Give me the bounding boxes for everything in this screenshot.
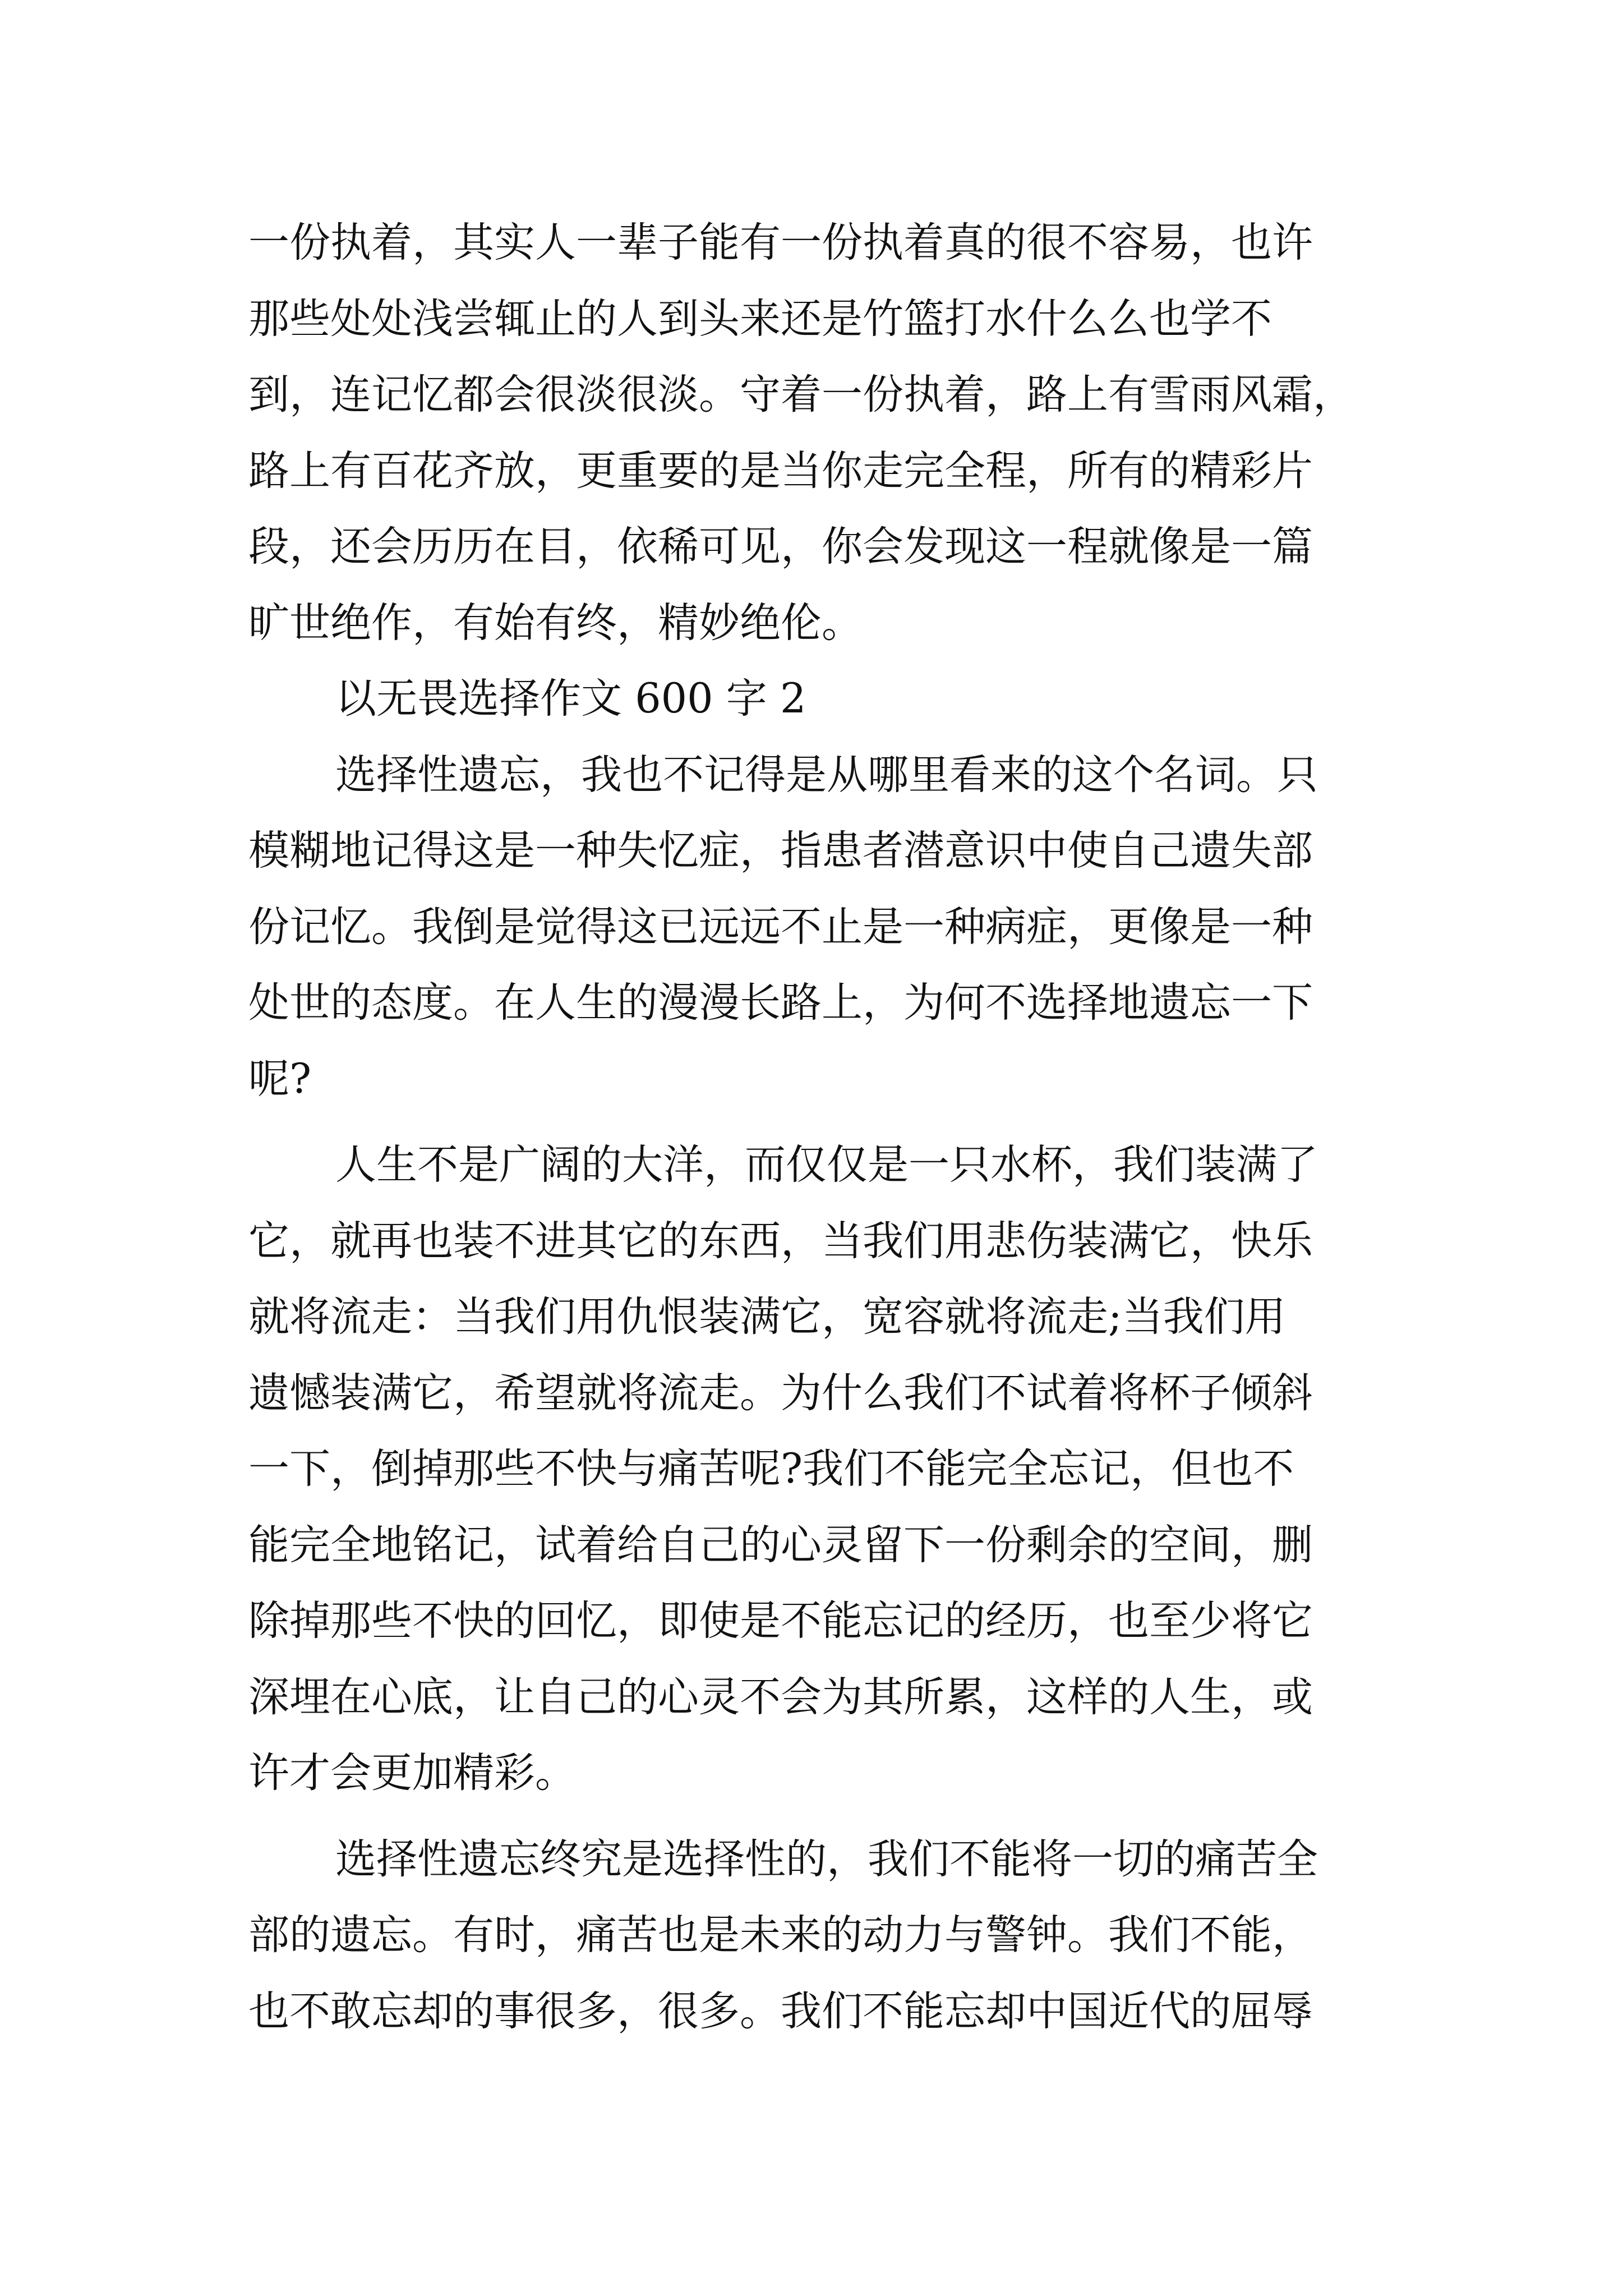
text-line: 段，还会历历在目，依稀可见，你会发现这一程就像是一篇	[248, 523, 1313, 570]
text-line: 部的遗忘。有时，痛苦也是未来的动力与警钟。我们不能，	[248, 1911, 1313, 1959]
text-line: 除掉那些不快的回忆，即使是不能忘记的经历，也至少将它	[248, 1597, 1313, 1645]
paragraph-gap	[248, 1811, 1381, 1821]
paragraph-4	[248, 1821, 1381, 2050]
text-line: 选择性遗忘终究是选择性的，我们不能将一切的痛苦全	[335, 1835, 1318, 1883]
paragraph-gap	[248, 1117, 1381, 1127]
paragraph-1	[248, 205, 1381, 661]
text-line: 一份执着，其实人一辈子能有一份执着真的很不容易，也许	[248, 219, 1313, 266]
text-line: 选择性遗忘，我也不记得是从哪里看来的这个名词。只	[335, 751, 1318, 799]
text-line: 遗憾装满它，希望就将流走。为什么我们不试着将杯子倾斜	[248, 1369, 1313, 1417]
text-line: 一下，倒掉那些不快与痛苦呢?我们不能完全忘记，但也不	[248, 1445, 1294, 1493]
text-line: 许才会更加精彩。	[248, 1749, 576, 1797]
text-line: 路上有百花齐放，更重要的是当你走完全程，所有的精彩片	[248, 447, 1313, 495]
text-line: 份记忆。我倒是觉得这已远远不止是一种病症，更像是一种	[248, 903, 1313, 951]
text-line: 它，就再也装不进其它的东西，当我们用悲伤装满它，快乐	[248, 1217, 1313, 1265]
text-line: 呢?	[248, 1055, 312, 1103]
text-line: 能完全地铭记，试着给自己的心灵留下一份剩余的空间，删	[248, 1521, 1313, 1569]
document-body	[248, 205, 1381, 2049]
text-line: 深埋在心底，让自己的心灵不会为其所累，这样的人生，或	[248, 1673, 1313, 1721]
text-line: 处世的态度。在人生的漫漫长路上，为何不选择地遗忘一下	[248, 979, 1313, 1027]
text-line: 也不敢忘却的事很多，很多。我们不能忘却中国近代的屈辱	[248, 1987, 1313, 2035]
section-heading: 以无畏选择作文 600 字 2	[335, 675, 806, 723]
paragraph-2	[248, 737, 1381, 1117]
text-line: 模糊地记得这是一种失忆症，指患者潜意识中使自己遗失部	[248, 827, 1313, 875]
text-line: 人生不是广阔的大洋，而仅仅是一只水杯，我们装满了	[335, 1141, 1318, 1189]
text-line: 那些处处浅尝辄止的人到头来还是竹篮打水什么么也学不	[248, 295, 1272, 343]
text-line: 旷世绝作，有始有终，精妙绝伦。	[248, 599, 863, 647]
text-line: 就将流走：当我们用仇恨装满它，宽容就将流走;当我们用	[248, 1293, 1286, 1341]
paragraph-3	[248, 1127, 1381, 1811]
text-line: 到，连记忆都会很淡很淡。守着一份执着，路上有雪雨风霜，	[248, 371, 1354, 418]
